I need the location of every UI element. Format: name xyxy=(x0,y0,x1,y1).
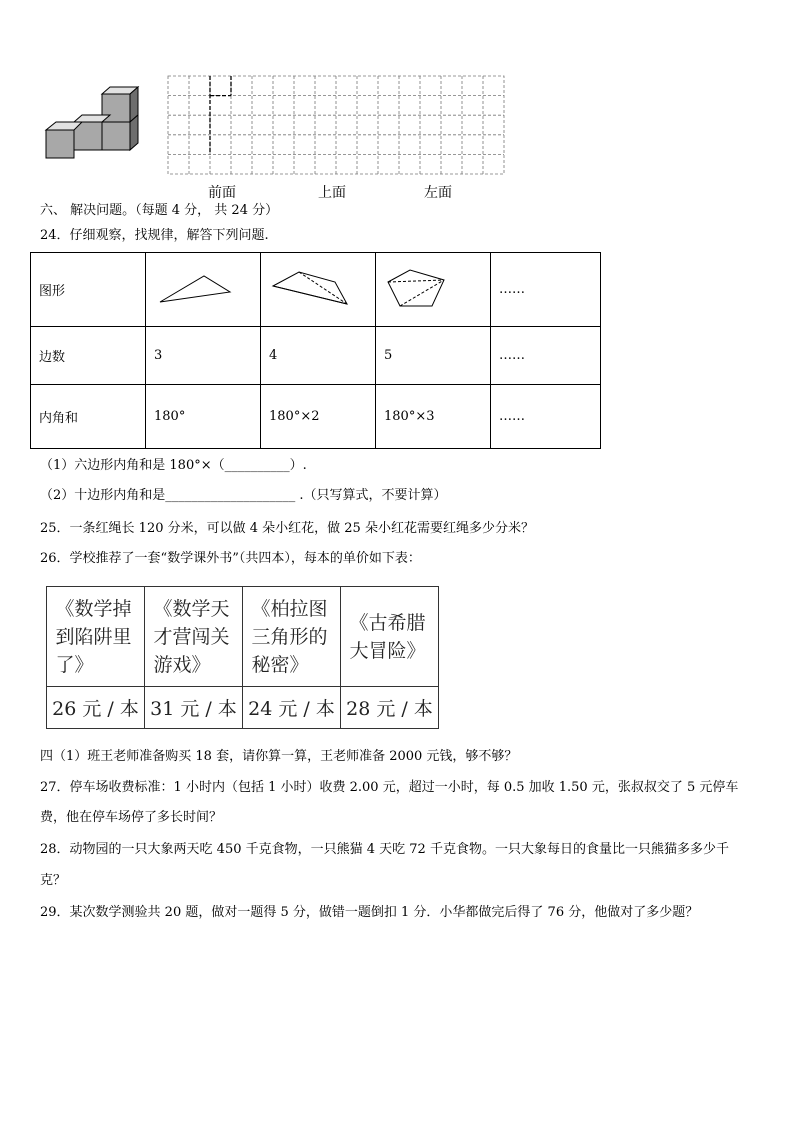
book-price: 31 元 / 本 xyxy=(145,687,243,729)
q28-line2: 克？ xyxy=(40,873,67,888)
sides-cell: 3 xyxy=(146,327,261,385)
book-title: 《数学天才营闯关游戏》 xyxy=(153,597,230,676)
section-heading: 六、 解决问题。（每题 4 分， 共 24 分） xyxy=(40,203,279,218)
label-top: 上面 xyxy=(318,185,346,201)
angle-cell: 180° xyxy=(146,385,261,449)
shape-triangle xyxy=(146,253,261,327)
q24-sub1: （1）六边形内角和是 180°×（__________）. xyxy=(40,458,307,473)
book-title-cell xyxy=(243,587,341,687)
book-title-cell xyxy=(145,587,243,687)
cube-face xyxy=(102,122,130,150)
cube-figure xyxy=(36,86,140,162)
q24-prompt: 24．仔细观察，找规律，解答下列问题. xyxy=(40,228,269,243)
sides-cell: 5 xyxy=(376,327,491,385)
label-left: 左面 xyxy=(424,185,452,201)
shape-quadrilateral xyxy=(261,253,376,327)
triangle-icon xyxy=(154,268,234,308)
q29-text: 29．某次数学测验共 20 题，做对一题得 5 分，做错一题倒扣 1 分．小华都做完后得了 76 分，他做对了多少题？ xyxy=(40,905,699,920)
q24-sub2: （2）十边形内角和是____________________ .（只写算式，不要计算） xyxy=(40,488,447,503)
q25-text: 25．一条红绳长 120 分米，可以做 4 朵小红花，做 25 朵小红花需要红绳多少分米？ xyxy=(40,521,534,536)
shape-pentagon xyxy=(376,253,491,327)
angle-cell: 180°×3 xyxy=(376,385,491,449)
book-title: 《数学掉到陷阱里了》 xyxy=(55,597,132,676)
label-front: 前面 xyxy=(208,185,236,201)
book-price: 28 元 / 本 xyxy=(341,687,439,729)
row-label-sides: 边数 xyxy=(31,327,146,385)
book-price: 26 元 / 本 xyxy=(47,687,145,729)
view-grid xyxy=(167,74,507,176)
pentagon-icon xyxy=(384,266,464,310)
sides-cell: 4 xyxy=(261,327,376,385)
polygon-table xyxy=(30,252,601,449)
shape-more: …… xyxy=(491,253,601,327)
book-title-cell xyxy=(341,587,439,687)
book-title: 《柏拉图三角形的秘密》 xyxy=(251,597,328,676)
q28-line1: 28．动物园的一只大象两天吃 450 千克食物，一只熊猫 4 天吃 72 千克食物。一只大象每日的食量比一只熊猫多多少千 xyxy=(40,842,729,857)
angle-cell: 180°×2 xyxy=(261,385,376,449)
row-label-shape: 图形 xyxy=(31,253,146,327)
q27-line2: 费，他在停车场停了多长时间？ xyxy=(40,810,223,825)
book-title: 《古希腊大冒险》 xyxy=(349,611,426,662)
book-price-table xyxy=(46,586,439,729)
sides-cell: …… xyxy=(491,327,601,385)
row-label-angle-sum: 内角和 xyxy=(31,385,146,449)
q27-line1: 27．停车场收费标准：1 小时内（包括 1 小时）收费 2.00 元，超过一小时，每 0.5 加收 1.50 元，张叔叔交了 5 元停车 xyxy=(40,780,739,795)
angle-cell: …… xyxy=(491,385,601,449)
cube-face xyxy=(46,130,74,158)
q26-question: 四（1）班王老师准备购买 18 套，请你算一算，王老师准备 2000 元钱，够不够？ xyxy=(40,749,518,764)
book-price: 24 元 / 本 xyxy=(243,687,341,729)
quadrilateral-icon xyxy=(269,268,349,308)
q26-prompt: 26．学校推荐了一套“数学课外书”（共四本），每本的单价如下表： xyxy=(40,551,421,566)
book-title-cell xyxy=(47,587,145,687)
